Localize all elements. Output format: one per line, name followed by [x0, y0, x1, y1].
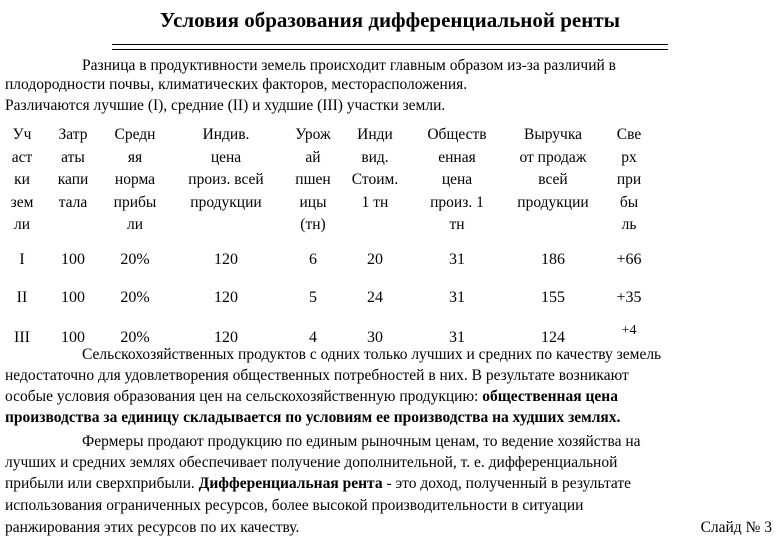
cell-social-price: 31 [449, 289, 465, 306]
cell-excess-profit: +35 [616, 289, 642, 306]
cell-plot: II [16, 289, 28, 306]
header-avg-profit-rate: Средн яя норма прибы ли [113, 126, 157, 233]
cell-individual-cost: 24 [367, 289, 383, 306]
header-capital-costs: Затр аты капи тала [57, 126, 89, 211]
cell-revenue: 124 [541, 329, 565, 346]
body-line-3: особые условия образования цен на сельскохозяйственную продукцию: общественная цена [5, 388, 618, 405]
cell-capital: 100 [61, 289, 85, 306]
body-line-1: Сельскохозяйственных продуктов с одних только лучших и средних по качеству земель [82, 346, 662, 363]
cell-individual-price: 120 [214, 251, 238, 268]
cell-capital: 100 [61, 329, 85, 346]
body-line-4: производства за единицу складывается по условиям ее производства на худших землях. [5, 409, 621, 426]
cell-individual-cost: 20 [367, 251, 383, 268]
cell-profit-rate: 20% [120, 289, 150, 306]
intro-line-3: Различаются лучшие (I), средние (II) и худшие (III) участки земли. [5, 97, 446, 114]
page-title: Условия образования дифференциальной ренты [159, 8, 621, 32]
body-line-8: использования ограниченных ресурсов, более высокой производительности в ситуации [5, 497, 584, 514]
intro-line-1: Разница в продуктивности земель происходит главным образом из-за различий в [82, 57, 616, 74]
header-individual-price: Индив. цена произ. всей продукции [188, 126, 264, 211]
body-line-2: недостаточно для удовлетворения общественных потребностей в них. В результате возникают [5, 367, 629, 384]
cell-individual-price: 120 [214, 329, 238, 346]
slide-number: Слайд № 3 [700, 519, 772, 536]
cell-profit-rate: 20% [120, 329, 150, 346]
cell-revenue: 155 [541, 289, 565, 306]
cell-capital: 100 [61, 251, 85, 268]
intro-line-2: плодородности почвы, климатических факторов, месторасположения. [5, 76, 468, 93]
cell-yield: 4 [309, 329, 317, 346]
cell-excess-profit: +66 [616, 251, 642, 268]
body-line-6: лучших и средних землях обеспечивает получение дополнительной, т. е. дифференциальной [5, 454, 618, 471]
cell-revenue: 186 [541, 251, 565, 268]
header-wheat-yield: Урож ай пшен ицы (тн) [295, 126, 331, 233]
cell-excess-profit: +4 [621, 323, 637, 338]
header-excess-profit: Све рх при бы ль [616, 126, 642, 233]
cell-yield: 5 [309, 289, 317, 306]
title-rule-top [112, 44, 668, 45]
body-line-5: Фермеры продают продукцию по единым рыночным ценам, то ведение хозяйства на [82, 433, 641, 450]
cell-plot: I [19, 251, 25, 268]
cell-yield: 6 [309, 251, 317, 268]
body-line-9: ранжирования этих ресурсов по их качеству. [5, 519, 300, 536]
cell-social-price: 31 [449, 251, 465, 268]
cell-plot: III [14, 329, 30, 346]
body-line-7: прибыли или сверхприбыли. Дифференциальная рента - это доход, полученный в результате [5, 475, 632, 492]
header-social-price: Обществ енная цена произ. 1 тн [427, 126, 487, 233]
cell-social-price: 31 [449, 329, 465, 346]
header-individual-cost: Инди вид. Стоим. 1 тн [351, 126, 399, 211]
cell-individual-cost: 30 [367, 329, 383, 346]
title-rule-bottom [112, 49, 668, 50]
cell-profit-rate: 20% [120, 251, 150, 268]
cell-individual-price: 120 [214, 289, 238, 306]
header-plots: Уч аст ки зем ли [10, 126, 34, 233]
header-revenue: Выручка от продаж всей продукции [517, 126, 589, 211]
